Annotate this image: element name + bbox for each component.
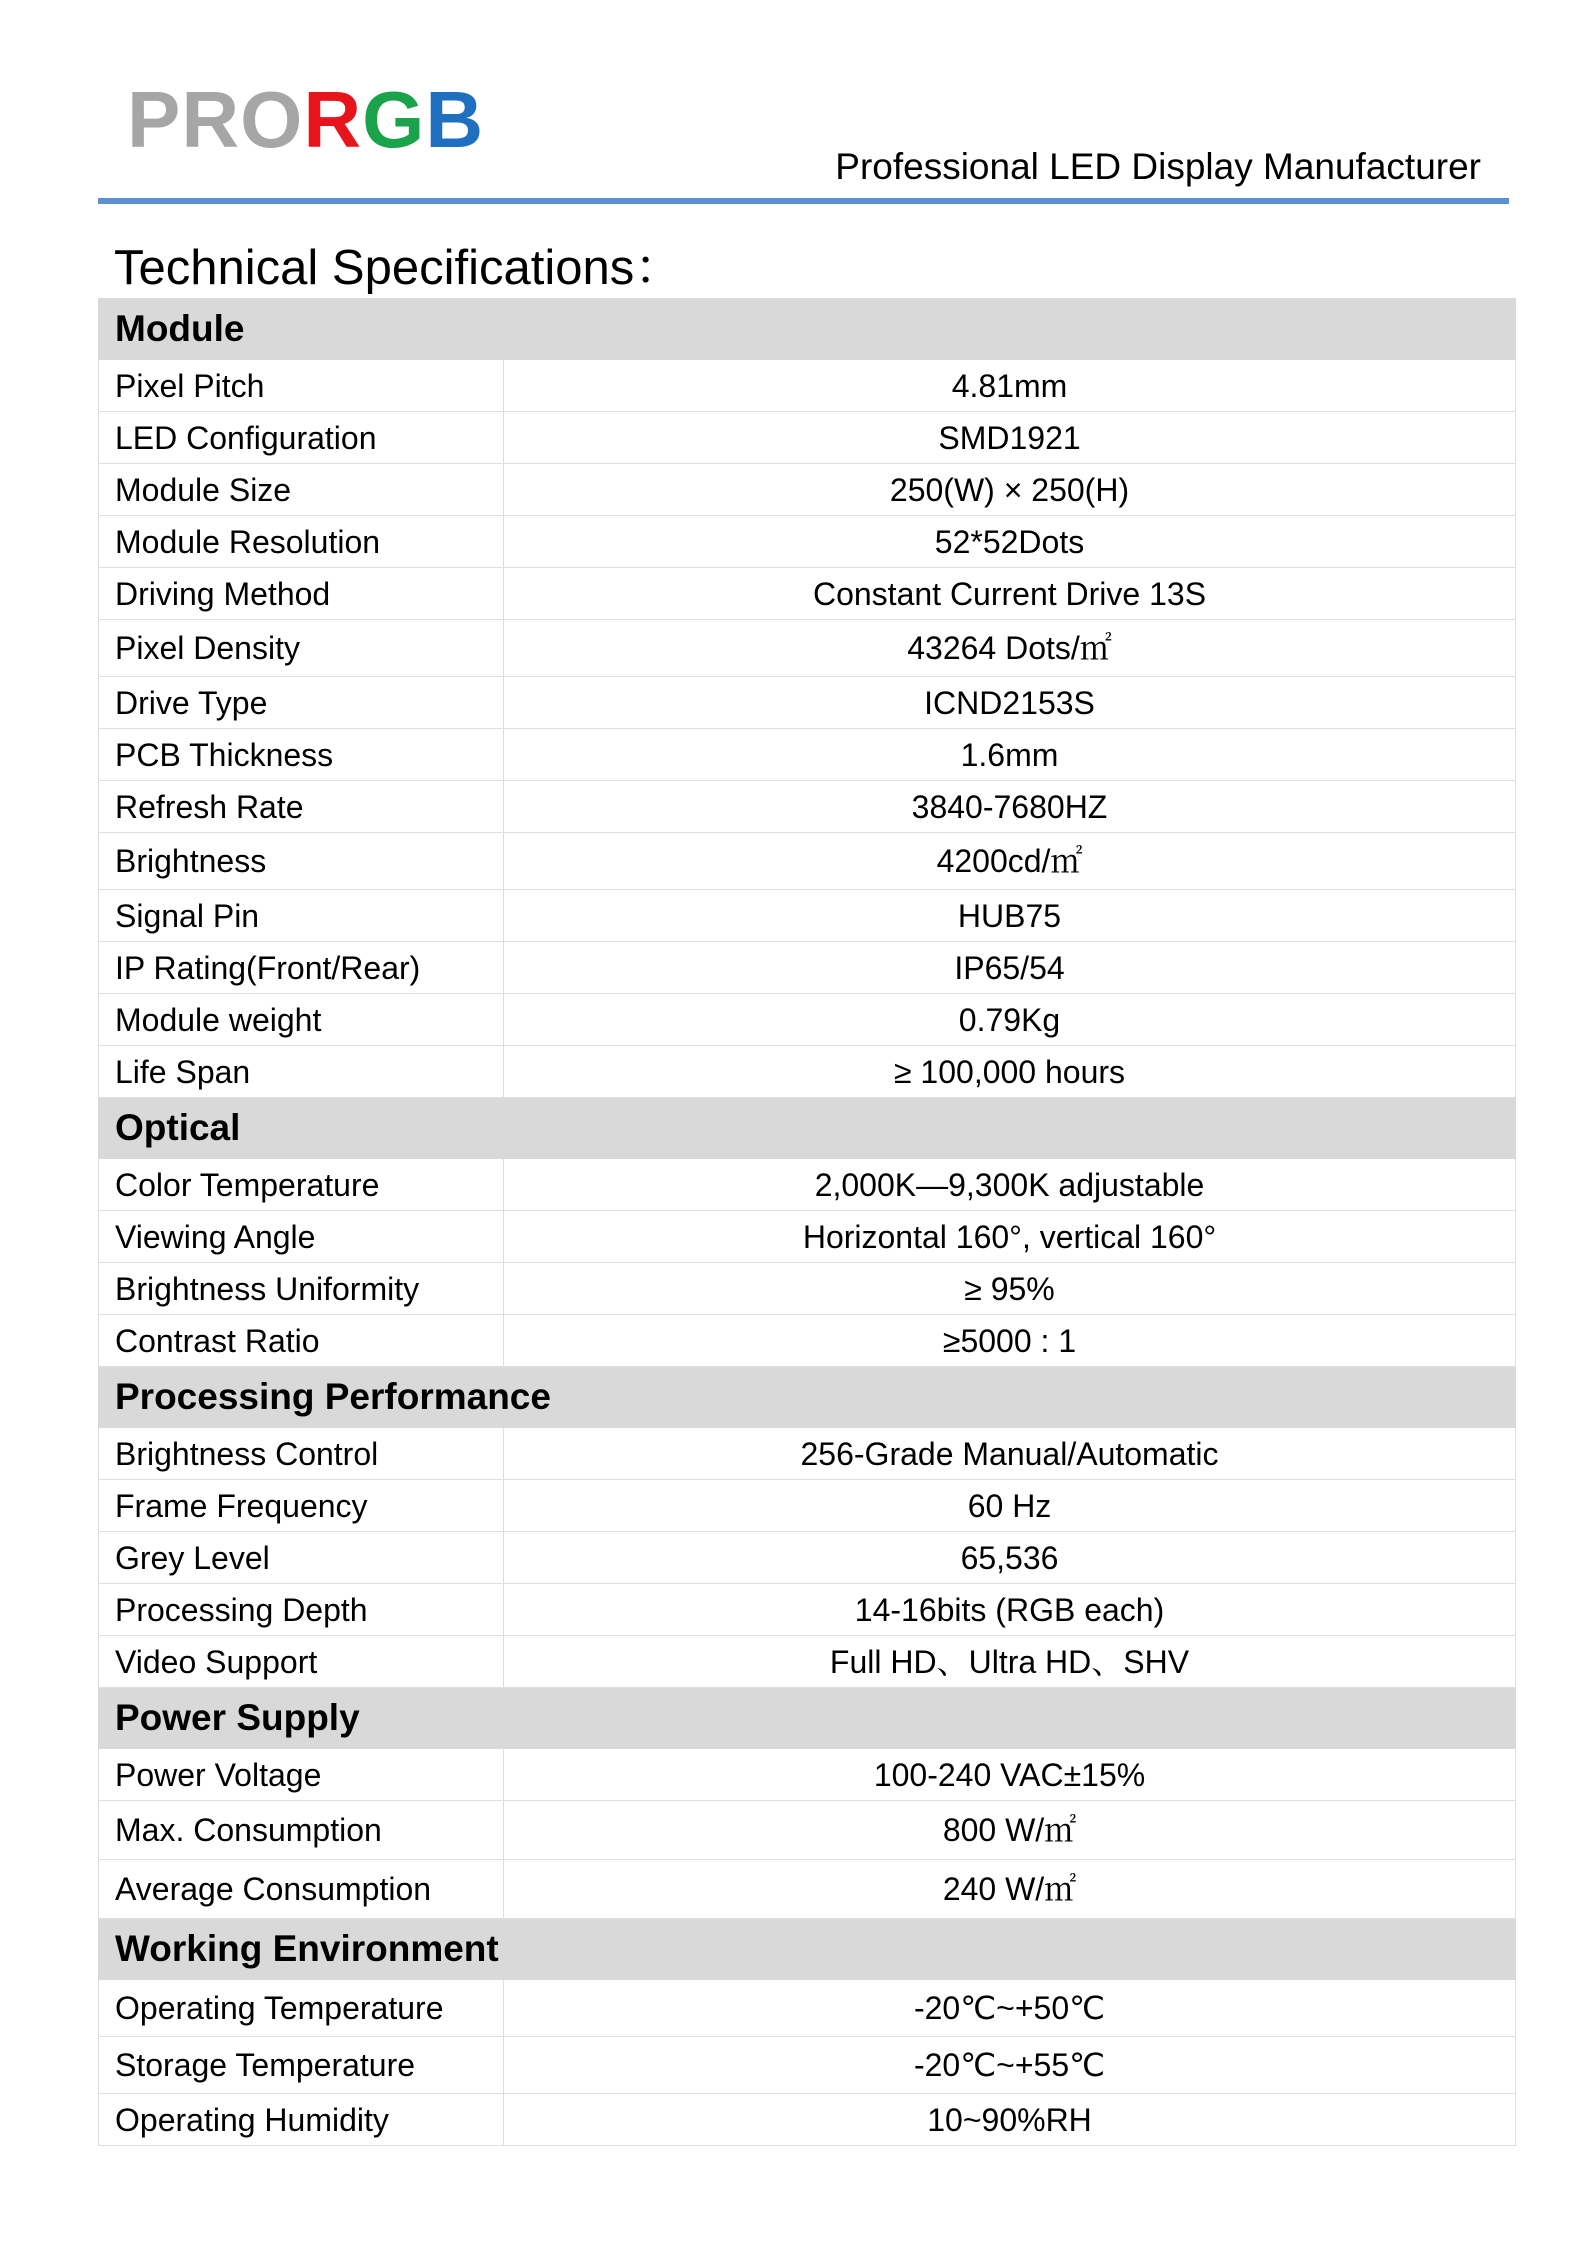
spec-value: 43264 Dots/㎡ — [504, 620, 1516, 677]
section-title: Optical — [99, 1098, 1516, 1159]
spec-label: Drive Type — [99, 677, 504, 729]
spec-value: ICND2153S — [504, 677, 1516, 729]
spec-value: -20℃~+55℃ — [504, 2037, 1516, 2094]
spec-label: Brightness — [99, 833, 504, 890]
section-title: Module — [99, 299, 1516, 360]
spec-label: PCB Thickness — [99, 729, 504, 781]
spec-value: ≥ 100,000 hours — [504, 1046, 1516, 1098]
spec-row-brightness — [99, 833, 1516, 890]
spec-row-pixel-pitch — [99, 360, 1516, 412]
spec-value: 10~90%RH — [504, 2094, 1516, 2146]
spec-value: HUB75 — [504, 890, 1516, 942]
logo-part-pro: PRO — [127, 75, 304, 164]
spec-label: LED Configuration — [99, 412, 504, 464]
section-title: Working Environment — [99, 1919, 1516, 1980]
spec-row-frame-frequency — [99, 1480, 1516, 1532]
spec-label: Average Consumption — [99, 1860, 504, 1919]
spec-label: Contrast Ratio — [99, 1315, 504, 1367]
spec-row-module-size — [99, 464, 1516, 516]
spec-row-pixel-density — [99, 620, 1516, 677]
section-header-optical — [99, 1098, 1516, 1159]
spec-row-refresh-rate — [99, 781, 1516, 833]
spec-value: 4.81mm — [504, 360, 1516, 412]
spec-label: Viewing Angle — [99, 1211, 504, 1263]
spec-value: 240 W/㎡ — [504, 1860, 1516, 1919]
spec-label: Module Size — [99, 464, 504, 516]
spec-label: Pixel Pitch — [99, 360, 504, 412]
spec-value: 0.79Kg — [504, 994, 1516, 1046]
spec-value: Horizontal 160°, vertical 160° — [504, 1211, 1516, 1263]
spec-value: 256-Grade Manual/Automatic — [504, 1428, 1516, 1480]
spec-row-driving-method — [99, 568, 1516, 620]
spec-value: SMD1921 — [504, 412, 1516, 464]
spec-value: 52*52Dots — [504, 516, 1516, 568]
spec-label: Driving Method — [99, 568, 504, 620]
spec-label: Pixel Density — [99, 620, 504, 677]
spec-row-led-configuration — [99, 412, 1516, 464]
spec-label: IP Rating(Front/Rear) — [99, 942, 504, 994]
section-header-module — [99, 299, 1516, 360]
spec-label: Operating Humidity — [99, 2094, 504, 2146]
spec-label: Operating Temperature — [99, 1980, 504, 2037]
spec-row-grey-level — [99, 1532, 1516, 1584]
spec-row-max-consumption — [99, 1801, 1516, 1860]
spec-row-power-voltage — [99, 1749, 1516, 1801]
spec-value: -20℃~+50℃ — [504, 1980, 1516, 2037]
spec-label: Refresh Rate — [99, 781, 504, 833]
spec-value: 65,536 — [504, 1532, 1516, 1584]
brand-logo — [127, 75, 485, 164]
spec-label: Module Resolution — [99, 516, 504, 568]
spec-label: Color Temperature — [99, 1159, 504, 1211]
company-tagline: Professional LED Display Manufacturer — [835, 146, 1481, 187]
logo-part-r: R — [303, 75, 363, 164]
spec-row-operating-humidity — [99, 2094, 1516, 2146]
spec-row-module-weight — [99, 994, 1516, 1046]
spec-row-ip-rating-front-rear — [99, 942, 1516, 994]
spec-value: IP65/54 — [504, 942, 1516, 994]
spec-label: Frame Frequency — [99, 1480, 504, 1532]
spec-table — [98, 298, 1516, 2146]
spec-value: 800 W/㎡ — [504, 1801, 1516, 1860]
spec-row-signal-pin — [99, 890, 1516, 942]
header-divider — [98, 198, 1509, 204]
spec-label: Power Voltage — [99, 1749, 504, 1801]
spec-value: 100-240 VAC±15% — [504, 1749, 1516, 1801]
section-title: Processing Performance — [99, 1367, 1516, 1428]
spec-row-module-resolution — [99, 516, 1516, 568]
spec-value: 250(W) × 250(H) — [504, 464, 1516, 516]
spec-row-brightness-control — [99, 1428, 1516, 1480]
spec-row-storage-temperature — [99, 2037, 1516, 2094]
spec-row-viewing-angle — [99, 1211, 1516, 1263]
spec-row-video-support — [99, 1636, 1516, 1688]
logo-part-g: G — [362, 75, 426, 164]
spec-label: Max. Consumption — [99, 1801, 504, 1860]
spec-value: 60 Hz — [504, 1480, 1516, 1532]
spec-row-average-consumption — [99, 1860, 1516, 1919]
spec-label: Storage Temperature — [99, 2037, 504, 2094]
spec-label: Life Span — [99, 1046, 504, 1098]
spec-value: ≥5000 : 1 — [504, 1315, 1516, 1367]
spec-value: 4200cd/㎡ — [504, 833, 1516, 890]
logo-part-b: B — [425, 75, 485, 164]
spec-value: Full HD、Ultra HD、SHV — [504, 1636, 1516, 1688]
spec-value: 14-16bits (RGB each) — [504, 1584, 1516, 1636]
spec-value: ≥ 95% — [504, 1263, 1516, 1315]
spec-value: 2,000K—9,300K adjustable — [504, 1159, 1516, 1211]
spec-label: Module weight — [99, 994, 504, 1046]
spec-value: 3840-7680HZ — [504, 781, 1516, 833]
spec-table-body — [99, 299, 1516, 2146]
section-title: Power Supply — [99, 1688, 1516, 1749]
spec-row-drive-type — [99, 677, 1516, 729]
spec-label: Brightness Control — [99, 1428, 504, 1480]
spec-row-processing-depth — [99, 1584, 1516, 1636]
spec-label: Video Support — [99, 1636, 504, 1688]
spec-value: Constant Current Drive 13S — [504, 568, 1516, 620]
spec-row-color-temperature — [99, 1159, 1516, 1211]
spec-row-contrast-ratio — [99, 1315, 1516, 1367]
spec-value: 1.6mm — [504, 729, 1516, 781]
spec-row-pcb-thickness — [99, 729, 1516, 781]
spec-label: Brightness Uniformity — [99, 1263, 504, 1315]
spec-row-operating-temperature — [99, 1980, 1516, 2037]
section-header-power-supply — [99, 1688, 1516, 1749]
spec-label: Grey Level — [99, 1532, 504, 1584]
spec-label: Signal Pin — [99, 890, 504, 942]
spec-row-brightness-uniformity — [99, 1263, 1516, 1315]
spec-row-life-span — [99, 1046, 1516, 1098]
section-header-working-environment — [99, 1919, 1516, 1980]
section-header-processing-performance — [99, 1367, 1516, 1428]
page-title: Technical Specifications： — [114, 241, 684, 295]
spec-label: Processing Depth — [99, 1584, 504, 1636]
